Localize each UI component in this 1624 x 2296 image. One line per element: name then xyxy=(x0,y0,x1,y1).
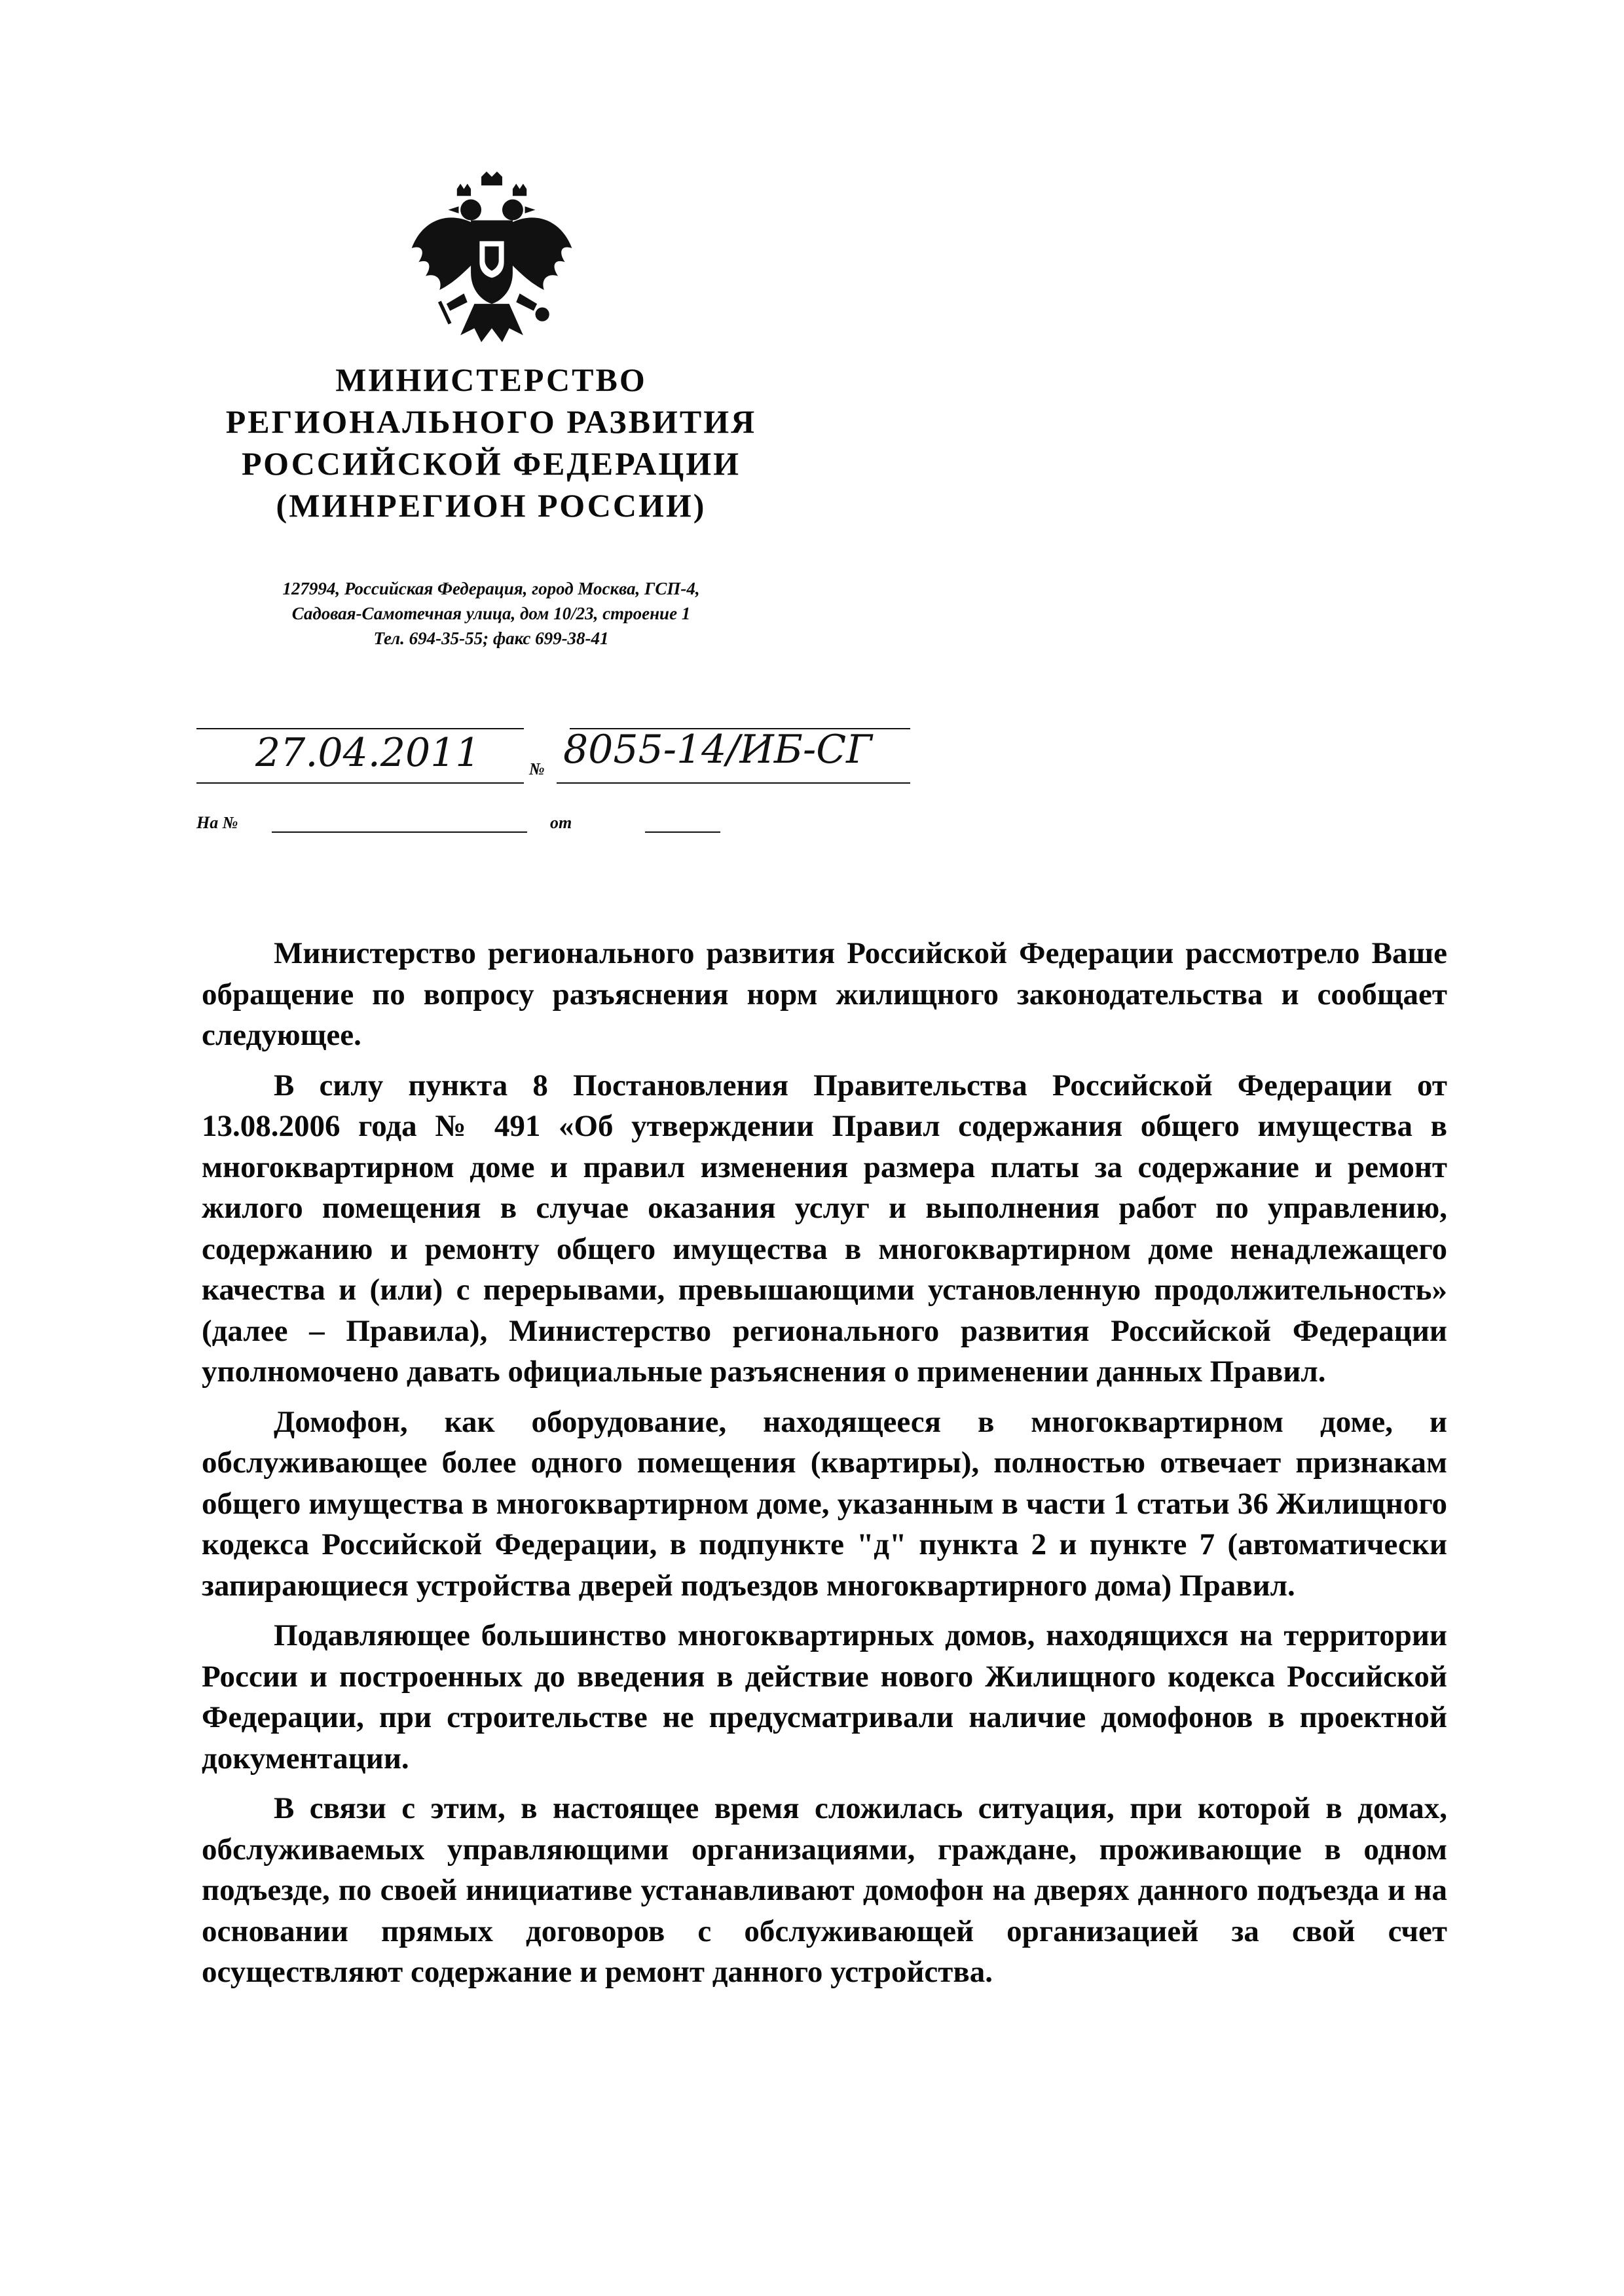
reply-date-line xyxy=(645,831,720,833)
address-line: Садовая-Самотечная улица, дом 10/23, строение 1 xyxy=(291,604,691,623)
letter-body xyxy=(202,933,1447,1993)
coat-of-arms-emblem xyxy=(405,172,579,346)
body-paragraph: Министерство регионального развития Российской Федерации рассмотрело Ваше обращение по вопросу разъяснения норм жилищного законодательства и сообщает следующее. xyxy=(202,936,1447,1052)
body-paragraph: Домофон, как оборудование, находящееся в многоквартирном доме, и обслуживающее более одного помещения (квартиры), полностью отвечает признакам общего имущества в многоквартирном доме, указанным в части 1 статьи 36 Жилищного кодекса Российской Федерации, в подпункте "д" пункта 2 и пункте 7 (автоматически запирающиеся устройства дверей подъездов многоквартирного дома) Правил. xyxy=(202,1404,1447,1603)
body-paragraph: Подавляющее большинство многоквартирных домов, находящихся на территории России и построенных до введения в действие нового Жилищного кодекса Российской Федерации, при строительстве не предусматривали наличие домофонов в проектной документации. xyxy=(202,1618,1447,1776)
address-line: Тел. 694-35-55; факс 699-38-41 xyxy=(373,629,609,648)
ministry-name-line: МИНИСТЕРСТВО xyxy=(335,361,647,398)
body-paragraph: В силу пункта 8 Постановления Правительства Российской Федерации от 13.08.2006 года № 491 «Об утверждении Правил содержания общего имущества в многоквартирном доме и правил изменения размера платы за содержание и ремонт жилого помещения в случае оказания услуг и выполнения работ по управлению, содержанию и ремонту общего имущества в многоквартирном доме ненадлежащего качества и (или) с перерывами, превышающими установленную продолжительность» (далее – Правила), Министерство регионального развития Российской Федерации уполномочено давать официальные разъяснения о применении данных Правил. xyxy=(202,1068,1447,1389)
ministry-name-line: РОССИЙСКОЙ ФЕДЕРАЦИИ xyxy=(241,445,741,482)
body-paragraph: В связи с этим, в настоящее время сложилась ситуация, при которой в домах, обслуживаемых управляющими организациями, граждане, проживающие в одном подъезде, по своей инициативе устанавливают домофон на дверях данного подъезда и на основании прямых договоров с обслуживающей организацией за свой счет осуществляют содержание и ремонт данного устройства. xyxy=(202,1791,1447,1989)
reply-to-label: На № xyxy=(196,813,238,832)
number-underline xyxy=(557,782,910,784)
date-line-top xyxy=(196,728,524,729)
outgoing-number: 8055-14/ИБ-СГ xyxy=(563,727,872,773)
address-line: 127994, Российская Федерация, город Москва, ГСП-4, xyxy=(282,579,700,598)
number-label: № xyxy=(529,759,545,778)
reply-number-line xyxy=(272,831,527,833)
ministry-name-line: (МИНРЕГИОН РОССИИ) xyxy=(276,487,707,524)
reply-from-label: от xyxy=(550,813,572,832)
date-underline xyxy=(196,782,524,784)
ministry-name-line: РЕГИОНАЛЬНОГО РАЗВИТИЯ xyxy=(225,403,757,440)
outgoing-date: 27.04.2011 xyxy=(255,730,481,776)
ministry-address xyxy=(196,576,786,651)
ministry-name xyxy=(196,359,786,526)
